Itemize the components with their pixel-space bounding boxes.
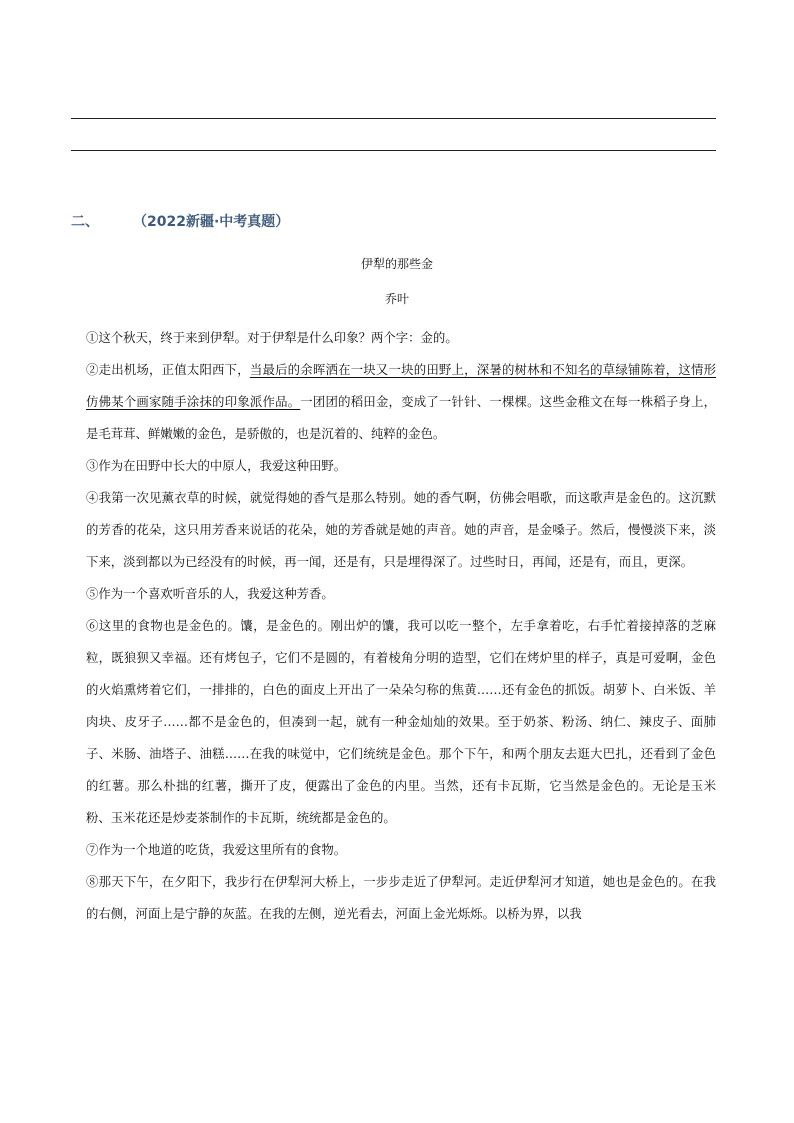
paragraph-2 (86, 354, 716, 450)
answer-line-1 (71, 118, 716, 119)
paragraph-2-underlined-sentence: 当最后的余晖洒在一块又一块的田野上，深暑的树林和不知名的草绿铺陈着，这情形仿佛某个画家随手涂抹的印象派作品。 (86, 362, 717, 409)
paragraph-3: ③作为在田野中长大的中原人，我爱这种田野。 (86, 458, 347, 473)
paragraph-4: ④我第一次见薰衣草的时候，就觉得她的香气是那么特别。她的香气啊，仿佛会唱歌，而这歌声是金色的。这沉默的芳香的花朵，这只用芳香来说话的花朵，她的芳香就是她的声音。她的声音，是金嗓子。然后，慢慢淡下来，淡下来，淡到都以为已经没有的时候，再一闻，还是有，只是埋得深了。过些时日，再闻，还是有，而且，更深。 (86, 490, 716, 569)
paragraph-7: ⑦作为一个地道的吃货，我爱这里所有的食物。 (86, 842, 347, 857)
article-title: 伊犁的那些金 (360, 257, 433, 271)
paragraph-5: ⑤作为一个喜欢听音乐的人，我爱这种芳香。 (86, 586, 334, 601)
answer-line-2 (71, 150, 716, 151)
section-source: （2022新疆·中考真题） (133, 214, 290, 230)
article-author: 乔叶 (384, 292, 409, 306)
paragraph-8: ⑧那天下午，在夕阳下，我步行在伊犁河大桥上，一步步走近了伊犁河。走近伊犁河才知道，她也是金色的。在我的右侧，河面上是宁静的灰蓝。在我的左侧，逆光看去，河面上金光烁烁。以桥为界，以我 (86, 874, 716, 921)
paragraph-6: ⑥这里的食物也是金色的。馕，是金色的。刚出炉的馕，我可以吃一整个，左手拿着吃，右手忙着接掉落的芝麻粒，既狼狈又幸福。还有烤包子，它们不是圆的，有着棱角分明的造型，它们在烤炉里的样子，真是可爱啊，金色的火焰熏烤着它们，一排排的，白色的面皮上开出了一朵朵匀称的焦黄……还有金色的抓饭。胡萝卜、白米饭、羊肉块、皮牙子……都不是金色的，但凑到一起，就有一种金灿灿的效果。至于奶茶、粉汤、纳仁、辣皮子、面肺子、米肠、油塔子、油糕……在我的味觉中，它们统统是金色。那个下午，和两个朋友去逛大巴扎，还看到了金色的红薯。那么朴拙的红薯，撕开了皮，便露出了金色的内里。当然，还有卡瓦斯，它当然是金色的。无论是玉米粉、玉米花还是炒麦茶制作的卡瓦斯，统统都是金色的。 (86, 618, 716, 825)
section-number: 二、 (71, 214, 99, 230)
section-heading (71, 211, 289, 231)
paragraph-2-lead: ②走出机场，正值太阳西下， (86, 362, 250, 377)
article-body (86, 322, 716, 930)
paragraph-2-rest: 一团团的稻田金，变成了一针针、一棵棵。这些金稚文在每一株稻子身上，是毛茸茸、鲜嫩嫩的金色，是骄傲的，也是沉着的、纯粹的金色。 (86, 394, 717, 441)
paragraph-1: ①这个秋天，终于来到伊犁。对于伊犁是什么印象？两个字：金的。 (86, 330, 458, 345)
